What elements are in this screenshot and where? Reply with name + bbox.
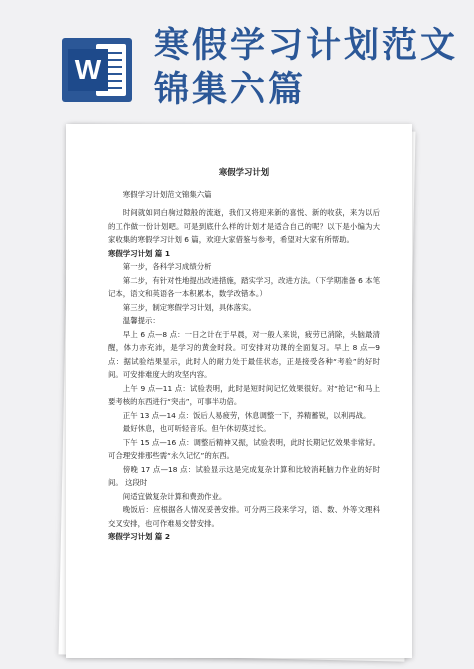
- document-paragraph: 间适宜做复杂计算和费劲作业。: [122, 491, 227, 501]
- word-logo-icon: [62, 38, 132, 102]
- document-paragraph: 寒假学习计划范文锦集六篇: [122, 189, 212, 199]
- document-paragraph: 第一步，各科学习成绩分析: [122, 262, 212, 271]
- document-paragraph: 上午 9 点—11 点：试验表明，此时是短时间记忆效果很好。对“抢记”和马上要考核的东西进行“突击”，可事半功倍。: [108, 383, 380, 406]
- section-heading: 寒假学习计划 篇 2: [108, 532, 171, 541]
- document-paragraph: 傍晚 17 点—18 点：试验显示这是完成复杂计算和比较消耗脑力作业的好时间。 这段时: [108, 464, 380, 487]
- document-paragraph: 第三步，制定寒假学习计划，具体落实。: [122, 302, 256, 312]
- document-page: [66, 124, 412, 658]
- document-paragraph: 晚饭后：应根据各人情况妥善安排。可分两三段来学习，语、数、外等文理科交叉安排，也可作难易交替安排。: [108, 505, 380, 528]
- document-paragraph: 下午 15 点—16 点：调整后精神又振，试验表明，此时长期记忆效果非常好。可合理安排那些需“永久记忆”的东西。: [108, 437, 380, 460]
- page-title: [154, 24, 458, 112]
- title-line-2: 锦集六篇: [154, 70, 307, 110]
- document-paragraph: 早上 6 点—8 点：一日之计在于早晨，对一般人来说，疲劳已消除，头脑最清醒，体力亦充沛，是学习的黄金时段。可安排对功课的全面复习。早上 8 点—9 点：据试验结果显示，此时人的耐力处于最佳状态，正是接受各种“考验”的好时间。可安排难度大的攻坚内容。: [108, 329, 380, 379]
- document-paragraph: 第二步，有针对性地提出改进措施，踏实学习，改进方法。（下学期准备 6 本笔记本，语文和英语各一本积累本，数学改错本。）: [108, 275, 380, 298]
- word-logo-letter: W: [68, 49, 108, 91]
- document-body: [108, 166, 380, 544]
- document-paragraph: 正午 13 点—14 点：饭后人易疲劳，休息调整一下，养精蓄锐，以利再战。: [122, 410, 371, 420]
- header: [0, 0, 474, 128]
- document-paragraph: 温馨提示：: [122, 316, 160, 325]
- title-line-1: 寒假学习计划范文: [154, 26, 459, 66]
- section-heading: 寒假学习计划 篇 1: [108, 248, 171, 258]
- document-paragraphs: [108, 188, 380, 544]
- document-paragraph: 时间就如同白驹过隙般的流逝，我们又将迎来新的喜悦、新的收获，来为以后的工作做一份计划吧。可是到底什么样的计划才是适合自己的呢？以下是小编为大家收集的寒假学习计划 6 篇，欢迎大家借鉴与参考，希望对大家有所帮助。: [108, 208, 380, 244]
- document-paragraph: 最好休息，也可听轻音乐。但午休切莫过长。: [122, 424, 271, 433]
- document-title: 寒假学习计划: [218, 167, 270, 177]
